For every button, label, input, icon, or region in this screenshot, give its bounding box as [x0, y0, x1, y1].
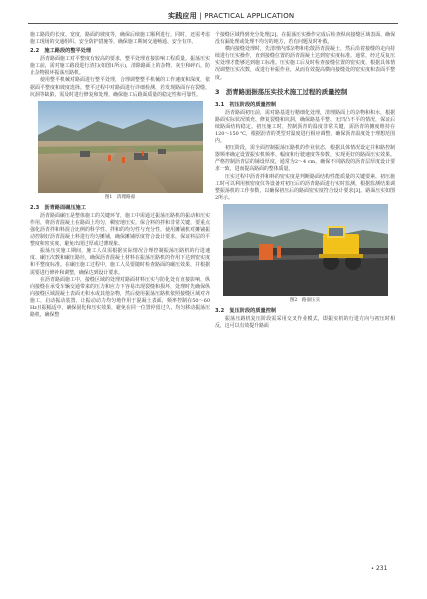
paragraph: 振荡压实施工期间，施工人员需根据实际情况合理控制振荡压路机的行进速度、碾压次数和碾压路径，确保沥青混凝土材料在振荡压路机的作用下达到密实度和平整度标准。在碾压施工过程中，施工人员要随时检查路面的碾压效果，并根据需要进行修补和调整，确保达到设计要求。	[30, 248, 210, 276]
paragraph: 沥青路面初压前，需对路基进行精细化处理，清理路面上的杂物和积水，根据路面实际状况填充、修复裂缝和坑洞，确保路基平整、无凹凸不平的情况，保证后续路面结构稳定。初压施工时，控制沥青的温度非常关键，需沥青的摊度维持在120～150 ℃，根据沥青的类型对温度进行相应调整，确保沥青温度处于理想范围内。	[215, 109, 395, 145]
page-number	[371, 565, 387, 572]
paragraph: 沥青路面碾压是整体施工的关键环节，施工中需通过振荡压路机的振动和压实作用，将沥青混凝土在路面上均匀，稠密地压实。保合料的拌和非常关键，要重点强化沥青拌和料混合比例的科学性、拌和的均匀性与充分性，使用摊铺机对摊铺振动控制好沥青混凝土料进行均匀摊铺，确保摊铺厚度符合设计要求，保证料层的平整度和密实度，避免出现过厚或过薄现象。	[30, 212, 210, 248]
page-number-bullet: •	[371, 566, 374, 572]
figure-1-caption: 图1 清理路面	[104, 194, 136, 200]
running-head	[168, 11, 294, 21]
paragraph: 振荡压路机复压阶段需采用交叉作业模式，即振实机的行进方向与初压时相反，这可以有效提升路面	[215, 315, 395, 329]
section-heading-3: 3 沥青路面振荡压实技术施工过程的质量控制	[215, 87, 348, 96]
road-cleaning-photo	[38, 101, 203, 193]
section-divider: |	[196, 12, 205, 20]
paragraph: 施工路段的长度、宽度，路面的坡度等，确保后续施工顺利进行。同时，还需考虑施工现场的交通组织、安全防护措施等，确保施工期间交通畅通、安全有序。	[30, 32, 210, 46]
paragraph: 横向接缝处理时，先清理内部杂物和松散沥青混凝土，然后沿着接缝的走向持续进行压实操作，直到接缝位置的沥青混凝土达到密实度标准。通常，经过反复压实处理才能够达到施工标准。压实施工后及时检查接缝位置的密实度，根据具体情况调整压实次数，或进行补振作业，从而有效提高横向接缝处的密实度和表面平整度。	[215, 46, 395, 81]
figure-2-road-compaction-photo	[223, 204, 388, 296]
paragraph: 在沥青路面施工中，接缝区域的处理对路面材料压实与防化处有直接影响，纵向接缝在承受车辆交通带来的压力和应力下容易出现裂缝和损坏，处理时先确保纵向接缝区域混凝土表面无积水或其他杂物，然后使用振荡压路机依照接缝区域对齐施工，启动振动装置，让振动动力均匀地作用于混凝土表面，频率控制在50～60 Hz且振幅适中，确保固化和压实效果，避免在同一位置停留过久，均匀移动振荡压路机，确保整	[30, 276, 210, 319]
section-heading-2-3: 2.3 沥青路面碾压施工	[30, 204, 86, 211]
header-rule	[28, 23, 398, 24]
paragraph: 压实过程中沥青拌和料的密实度是判断路面结构性能质量的关键要素，初压施工时可以利用核密度仪等设备对初压后的沥青路面进行实时监测，根据监测结果调整振荡机的工作参数，以确保初压后的路面密实度符合设计要求[3]。路面压实如图2所示。	[215, 173, 395, 201]
left-column	[30, 32, 210, 319]
paragraph: 使用整平机械对路面进行整平处理，合理调整整平机械的工作速度和深度，依据面平整度和坡度选择。整平过程中对路面进行详细检测，若发现路面存在裂缝、坑洞等缺陷，需及时进行修复和处理，确保施工后路面质量的稳定性和可靠性。	[30, 77, 210, 98]
section-heading-2-2: 2.2 施工路段的整平处理	[30, 48, 92, 55]
section-title-cn: 实践应用	[168, 12, 197, 20]
paragraph: 初压阶段，需全面控制振荡压路机的作业状态，根据具体情况设定并和路控制器频率确定设置振实机频率、幅度和行驶速度等参数，实现更好的路面压实效果。严格控制沥青层的铺设厚度，通常为2～4 cm，确保不同路段的沥青层厚度设计要求一致，进而提高路面的整体质量。	[215, 145, 395, 173]
road-compaction-photo	[223, 204, 388, 296]
figure-1-road-cleaning-photo	[38, 101, 203, 193]
right-column	[215, 32, 395, 330]
page-number-value: 231	[375, 565, 388, 572]
paragraph: 个接缝区域得到充分处理[2]。在振荡压实操作完成后检查纵向接缝区域表面，确保没有漏处理或处理不均匀的地方，若有问题及时补救。	[215, 32, 395, 46]
section-heading-3-2: 3.2 复压阶段的质量控制	[215, 307, 277, 314]
section-heading-3-1: 3.1 初压阶段的质量控制	[215, 101, 277, 108]
page-header	[0, 0, 427, 30]
figure-2-caption: 图2 路面压实	[289, 297, 321, 303]
section-title-en: PRACTICAL APPLICATION	[204, 12, 295, 20]
paragraph: 沥青路面施工对平整度有较高的要求，整平处理直接影响工程质量。振荡压实施工前，需对施工路段进行清扫(如图1所示)，清除路面上的杂物、灰尘和碎石，防止杂物损坏振荡压路机。	[30, 56, 210, 77]
